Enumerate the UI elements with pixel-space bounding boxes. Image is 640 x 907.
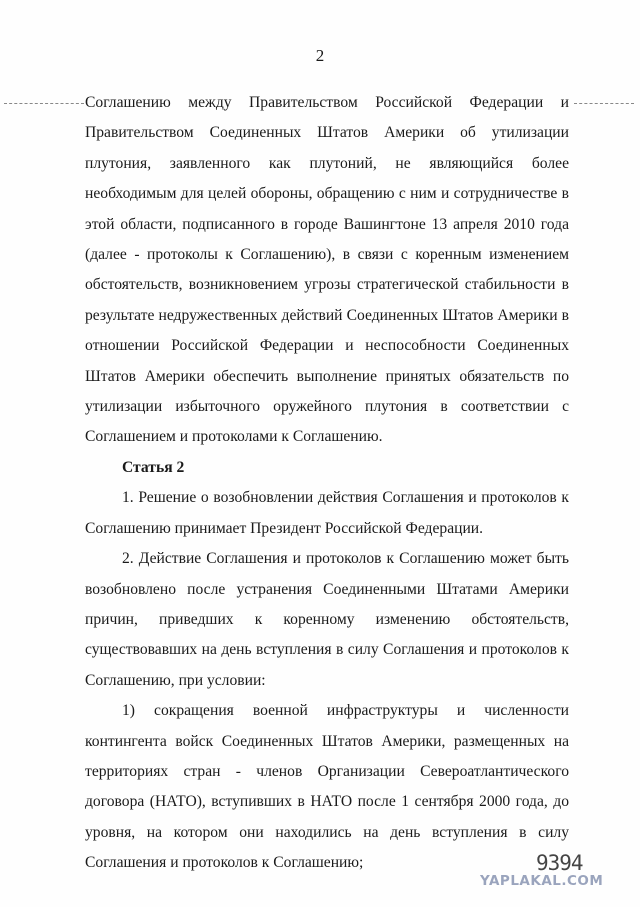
paragraph-subclause-1: 1) сокращения военной инфраструктуры и численности контингента войск Соединенных Штатов Америки, размещенных на территориях стран - членов Организации Североатлантического договора (НАТО), вступивших в НАТО после 1 сентября 2000 года, до уровня, на котором они находились на день вступления в силу Соглашения и протоколов к Соглашению;	[85, 702, 569, 872]
watermark: YAPLAKAL.COM	[480, 873, 604, 889]
handwritten-number: 9394	[536, 851, 583, 875]
page-number: 2	[315, 46, 325, 65]
scan-dash-mark-right	[574, 103, 634, 104]
paragraph-clause-1: 1. Решение о возобновлении действия Соглашения и протоколов к Соглашению принимает Президент Российской Федерации.	[85, 489, 569, 537]
paragraph-continuation: Соглашению между Правительством Российской Федерации и Правительством Соединенных Штатов Америки об утилизации плутония, заявленного как плутоний, не являющийся более необходимым для целей обороны, обращению с ним и сотрудничестве в этой области, подписанного в городе Вашингтоне 13 апреля 2010 года (далее - протоколы к Соглашению), в связи с коренным изменением обстоятельств, возникновением угрозы стратегической стабильности в результате недружественных действий Соединенных Штатов Америки в отношении Российской Федерации и неспособности Соединенных Штатов Америки обеспечить выполнение принятых обязательств по утилизации избыточного оружейного плутония в соответствии с Соглашением и протоколами к Соглашению.	[85, 94, 569, 446]
paragraph-clause-2: 2. Действие Соглашения и протоколов к Соглашению может быть возобновлено после устранения Соединенными Штатами Америки причин, приведших к коренному изменению обстоятельств, существовавших на день вступления в силу Соглашения и протоколов к Соглашению, при условии:	[85, 550, 569, 689]
scan-dash-mark-left	[4, 103, 84, 104]
article-heading: Статья 2	[122, 458, 185, 476]
document-body	[85, 88, 569, 879]
